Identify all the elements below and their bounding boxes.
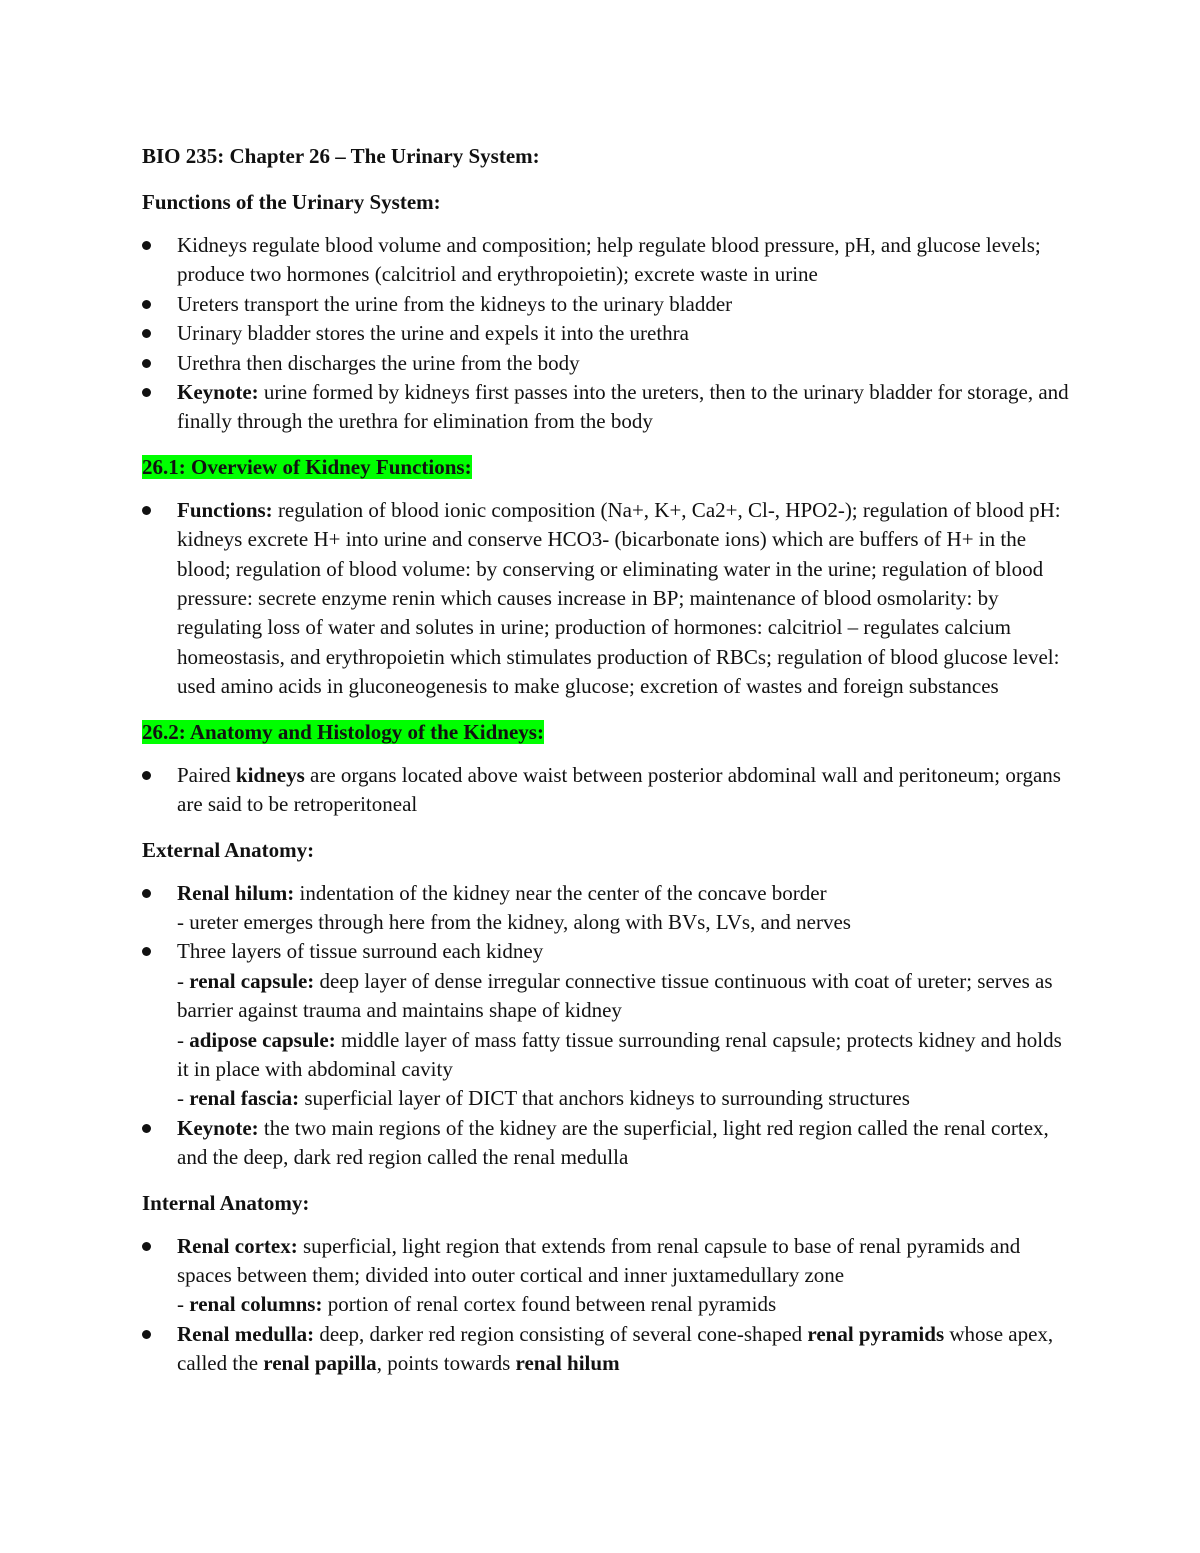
renal-fascia-line: - renal fascia: superficial layer of DICT that anchors kidneys to surrounding structures — [177, 1086, 910, 1111]
list-item: Urinary bladder stores the urine and expels it into the urethra — [142, 319, 1072, 348]
list-item: Keynote: the two main regions of the kidney are the superficial, light red region called the renal cortex, and the deep, dark red region called the renal medulla — [142, 1114, 1072, 1173]
kidneys-list — [142, 761, 1072, 820]
list-item: Paired kidneys are organs located above waist between posterior abdominal wall and peritoneum; organs are said to be retroperitoneal — [142, 761, 1072, 820]
list-item: Three layers of tissue surround each kidney - renal capsule: deep layer of dense irregular connective tissue continuous with coat of ureter; serves as barrier against trauma and maintains shape of kidney - adipose capsule: middle layer of mass fatty tissue surrounding renal capsule; protects kidney and holds it in place with abdominal cavity - renal fascia: superficial layer of DICT that anchors kidneys to surrounding structures — [142, 937, 1072, 1113]
external-anatomy-list — [142, 879, 1072, 1173]
section-heading-26-2: 26.2: Anatomy and Histology of the Kidneys: — [142, 719, 544, 744]
renal-capsule-line: - renal capsule: deep layer of dense irregular connective tissue continuous with coat of ureter; serves as barrier against trauma and maintains shape of kidney — [177, 968, 1053, 1023]
list-item: Functions: regulation of blood ionic composition (Na+, K+, Ca2+, Cl-, HPO2-); regulation of blood pH: kidneys excrete H+ into urine and conserve HCO3- (bicarbonate ions) which are buffers of H+ in the blood; regulation of blood volume: by conserving or eliminating water in the urine; regulation of blood pressure: secrete enzyme renin which causes increase in BP; maintenance of blood osmolarity: by regulating loss of water and solutes in urine; production of hormones: calcitriol – regulates calcium homeostasis, and erythropoietin which stimulates production of RBCs; regulation of blood glucose level: used amino acids in gluconeogenesis to make glucose; excretion of wastes and foreign substances — [142, 496, 1072, 702]
bullet-icon — [142, 359, 151, 368]
internal-anatomy-list — [142, 1232, 1072, 1379]
list-item: Urethra then discharges the urine from the body — [142, 349, 1072, 378]
bullet-icon — [142, 889, 151, 898]
bullet-icon — [142, 1330, 151, 1339]
list-item: Keynote: urine formed by kidneys first passes into the ureters, then to the urinary bladder for storage, and finally through the urethra for elimination from the body — [142, 378, 1072, 437]
bullet-icon — [142, 1124, 151, 1133]
bullet-icon — [142, 329, 151, 338]
list-item: Ureters transport the urine from the kidneys to the urinary bladder — [142, 290, 1072, 319]
document-title: BIO 235: Chapter 26 – The Urinary System: — [142, 144, 540, 168]
functions-heading: Functions of the Urinary System: — [142, 190, 441, 214]
bullet-icon — [142, 388, 151, 397]
list-item: Kidneys regulate blood volume and composition; help regulate blood pressure, pH, and glucose levels; produce two hormones (calcitriol and erythropoietin); excrete waste in urine — [142, 231, 1072, 290]
bullet-icon — [142, 771, 151, 780]
list-item: Renal hilum: indentation of the kidney near the center of the concave border - ureter emerges through here from the kidney, along with BVs, LVs, and nerves — [142, 879, 1072, 938]
bullet-icon — [142, 1242, 151, 1251]
bullet-icon — [142, 506, 151, 515]
bullet-icon — [142, 947, 151, 956]
external-anatomy-heading: External Anatomy: — [142, 837, 315, 862]
bullet-icon — [142, 241, 151, 250]
list-item: Renal medulla: deep, darker red region consisting of several cone-shaped renal pyramids whose apex, called the renal papilla, points towards renal hilum — [142, 1320, 1072, 1379]
section-heading-26-1: 26.1: Overview of Kidney Functions: — [142, 454, 472, 479]
document-page — [142, 142, 1072, 1379]
list-item: Renal cortex: superficial, light region that extends from renal capsule to base of renal pyramids and spaces between them; divided into outer cortical and inner juxtamedullary zone - renal columns: portion of renal cortex found between renal pyramids — [142, 1232, 1072, 1320]
functions-list — [142, 231, 1072, 437]
kidney-functions-list — [142, 496, 1072, 702]
renal-columns-line: - renal columns: portion of renal cortex found between renal pyramids — [177, 1292, 777, 1317]
internal-anatomy-heading: Internal Anatomy: — [142, 1190, 310, 1215]
adipose-capsule-line: - adipose capsule: middle layer of mass fatty tissue surrounding renal capsule; protects kidney and holds it in place with abdominal cavity — [177, 1027, 1062, 1081]
bullet-icon — [142, 300, 151, 309]
